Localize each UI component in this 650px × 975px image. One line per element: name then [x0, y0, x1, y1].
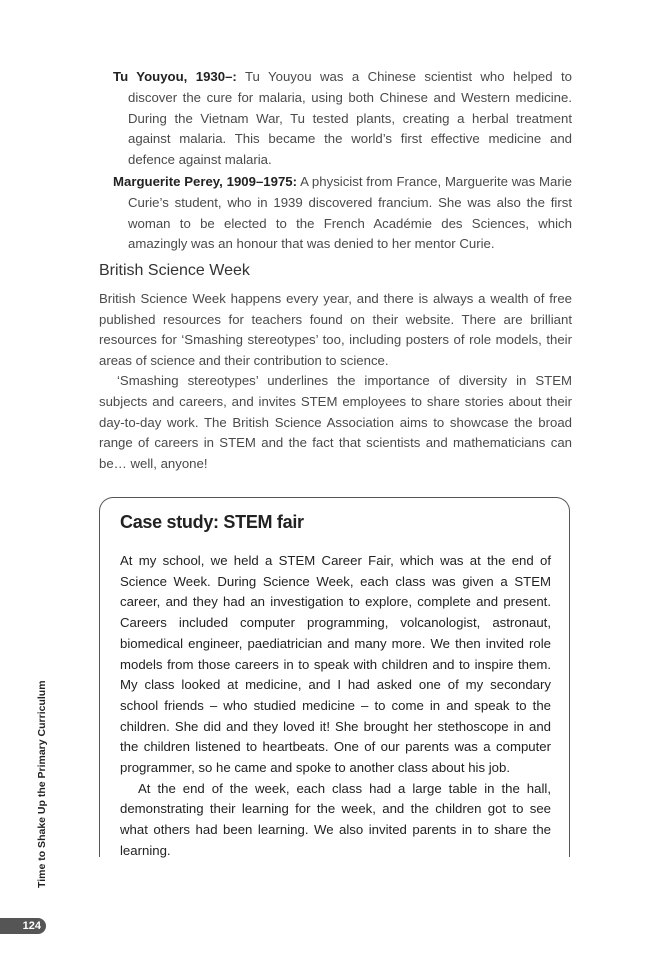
section-body — [99, 289, 572, 474]
case-study-title: Case study: STEM fair — [120, 512, 304, 532]
biography-entry — [113, 67, 572, 171]
biography-text: Tu Youyou was a Chinese scientist who helped to discover the cure for malaria, using both Chinese and Western medicine. During the Vietnam War, Tu tested plants, creating a herbal treatment against malaria. This became the world’s first effective medicine and defence against malaria. — [128, 69, 572, 168]
case-study-body — [120, 551, 551, 862]
page-number: 124 — [0, 918, 46, 934]
paragraph: ‘Smashing stereotypes’ underlines the importance of diversity in STEM subjects and careers, and invites STEM employees to share stories about their day-to-day work. The British Science Association aims to showcase the broad range of careers in STEM and the fact that scientists and mathematicians can be… well, anyone! — [99, 373, 572, 471]
biography-entry — [113, 172, 572, 255]
biography-text: A physicist from France, Marguerite was Marie Curie’s student, who in 1939 discovered francium. She was also the first woman to be elected to the French Académie des Sciences, which amazingly was an honour that was denied to her mentor Curie. — [128, 173, 572, 252]
case-study-box — [99, 497, 570, 857]
section-heading: British Science Week — [99, 262, 250, 279]
running-title: Time to Shake Up the Primary Curriculum — [36, 680, 48, 888]
paragraph: At my school, we held a STEM Career Fair, which was at the end of Science Week. During Science Week, each class was given a STEM career, and they had an investigation to explore, complete and present. Careers included computer programming, volcanologist, astronaut, biomedical engineer, paediatrician and many more. We then invited role models from those careers in to speak with children and to inspire them. My class looked at medicine, and I had asked one of my secondary school friends – who studied medicine – to come in and speak to the children. She did and they loved it! She brought her stethoscope in and the children listened to heartbeats. One of our parents was a computer programmer, so he came and spoke to another class about his job. — [120, 553, 551, 776]
biography-name: Marguerite Perey, 1909–1975: — [113, 173, 298, 189]
biography-name: Tu Youyou, 1930–: — [113, 69, 237, 84]
paragraph: At the end of the week, each class had a large table in the hall, demonstrating their learning for the week, and the children got to see what others had been learning. We also invited parents in to share the learning. — [120, 780, 551, 858]
biography-list — [113, 67, 572, 256]
paragraph: British Science Week happens every year, and there is always a wealth of free published resources for teachers found on their website. There are brilliant resources for ‘Smashing stereotypes’ too, including posters of role models, their areas of science and their contribution to science. — [99, 291, 572, 368]
